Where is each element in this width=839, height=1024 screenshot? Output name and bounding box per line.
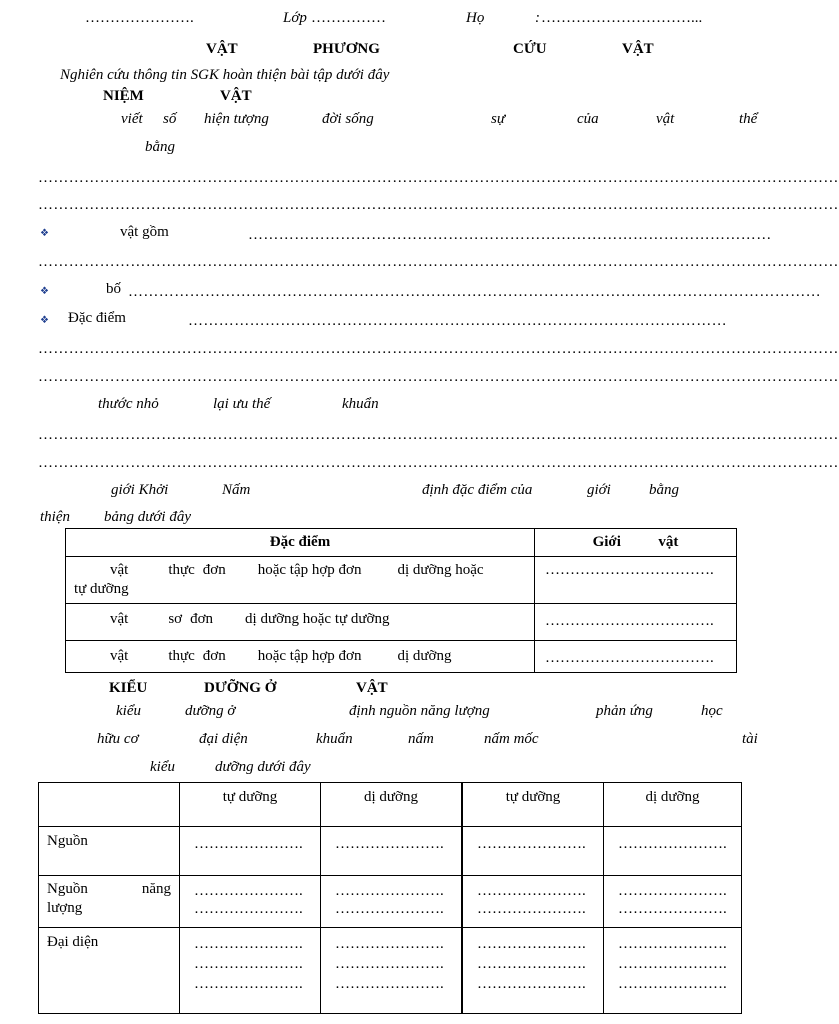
label-part: Nguồn <box>47 881 88 897</box>
table2-cell <box>180 876 321 928</box>
section3-heading-2: DƯỠNG Ở <box>204 680 277 696</box>
dots: …………………. <box>618 936 727 952</box>
table2-row-label-energy <box>39 876 180 928</box>
s3-q-line2-word: nấm mốc <box>484 731 539 747</box>
s3-q-line2-word: khuẩn <box>316 731 353 747</box>
table2-header: dị dưỡng <box>604 783 742 827</box>
table-row <box>66 604 737 641</box>
table2-cell <box>604 928 742 1014</box>
s3-q-line3-word: dưỡng dưới đây <box>215 759 311 775</box>
header-ho-colon: : <box>535 10 540 26</box>
label-part: lượng <box>47 900 83 916</box>
table2-header: dị dưỡng <box>321 783 463 827</box>
dots: …………………. <box>335 936 444 952</box>
title-word-3: CỨU <box>513 41 547 57</box>
s2-q-line2-word: bảng dưới đây <box>104 509 192 525</box>
table1-header-features: Đặc điểm <box>66 529 535 557</box>
s1-q2-word: thước nhỏ <box>98 396 159 412</box>
row-text: dị dưỡng hoặc tự dưỡng <box>245 611 390 627</box>
answer-dot-line: ………………………………………………………………………………………………………………………………………… <box>38 427 839 443</box>
table2-cell <box>604 876 742 928</box>
section3-heading-1: KIỂU <box>109 680 148 696</box>
diamond-bullet-icon: ❖ <box>40 286 49 297</box>
bullet3-label: Đặc điểm <box>68 310 126 326</box>
table-row <box>39 876 742 928</box>
header-lop-dots: …………… <box>311 10 386 26</box>
s3-q-word: định nguồn năng lượng <box>349 703 490 719</box>
header-ho-label: Họ <box>466 10 485 26</box>
s1-q-word: thể <box>739 111 758 127</box>
instruction-text: Nghiên cứu thông tin SGK hoàn thiện bài tập dưới đây <box>60 67 390 83</box>
table-row <box>39 928 742 1014</box>
dots: …………………. <box>477 976 586 992</box>
label-part: năng <box>141 881 171 897</box>
table2-cell <box>180 928 321 1014</box>
table2-header: tự dưỡng <box>462 783 604 827</box>
s3-q-word: dưỡng ở <box>185 703 236 719</box>
table-row <box>66 641 737 673</box>
s2-q-word: Nấm <box>222 482 251 498</box>
header-dots-left: …………………. <box>85 10 194 26</box>
title-word-1: VẬT <box>206 41 238 57</box>
table2-row-label-source: Nguồn <box>39 827 180 876</box>
dots: …………………. <box>618 883 727 899</box>
s1-q-word: vật <box>656 111 675 127</box>
s1-q-word: sự <box>491 111 506 127</box>
bullet1-label: vật gồm <box>120 224 169 240</box>
dots: …………………. <box>194 883 303 899</box>
dots: …………………. <box>477 956 586 972</box>
s1-q-word: đời sống <box>322 111 374 127</box>
dots: …………………. <box>335 883 444 899</box>
diamond-bullet-icon: ❖ <box>40 228 49 239</box>
answer-dot-line: ………………………………………………………………………………………………………………………………………… <box>38 341 839 357</box>
row-text: vật <box>110 562 129 578</box>
s2-q-word: giới <box>587 482 611 498</box>
table2-cell <box>321 876 463 928</box>
s1-q2-word: khuẩn <box>342 396 379 412</box>
s2-q-word: giới Khởi <box>111 482 169 498</box>
table2-corner-cell <box>39 783 180 827</box>
s3-q-line2-word: đại diện <box>199 731 248 747</box>
table1-header-kingdom-a: Giới <box>592 534 621 550</box>
s2-q-word: định đặc điểm của <box>422 482 533 498</box>
table2-cell <box>462 876 604 928</box>
title-word-2: PHƯƠNG <box>313 41 380 57</box>
dots: …………………. <box>477 936 586 952</box>
row-text: sơ <box>168 611 183 627</box>
answer-dot-line: ………………………………………………………………………………………………………………………………………… <box>38 197 839 213</box>
row-text: hoặc tập hợp đơn <box>257 648 362 664</box>
table1-row1-desc <box>66 557 535 604</box>
row-text: vật <box>110 611 129 627</box>
dots: …………………. <box>335 976 444 992</box>
s3-q-word: phản ứng <box>596 703 653 719</box>
section3-heading-3: VẬT <box>356 680 388 696</box>
dots: …………………. <box>194 901 303 917</box>
dots: …………………. <box>335 956 444 972</box>
s3-q-line2-word: hữu cơ <box>97 731 139 747</box>
dots: …………………. <box>477 883 586 899</box>
s3-q-line2-word: nấm <box>408 731 434 747</box>
row-text: thực <box>168 562 195 578</box>
table1-header-kingdom <box>535 529 737 557</box>
row-text: thực <box>168 648 195 664</box>
dots: …………………. <box>618 901 727 917</box>
s1-q-line2: bằng <box>145 139 175 155</box>
s2-q-line2-word: thiện <box>40 509 70 525</box>
dots: …………………. <box>335 901 444 917</box>
dots: …………………. <box>194 956 303 972</box>
table-row <box>66 557 737 604</box>
diamond-bullet-icon: ❖ <box>40 315 49 326</box>
s1-q2-word: lại ưu thế <box>213 396 271 412</box>
table2-cell-dots: …………………. <box>321 827 463 876</box>
kingdom-table <box>65 528 737 673</box>
table1-row3-answer: ……………………………. <box>535 641 737 673</box>
table1-row3-desc <box>66 641 535 673</box>
answer-dot-line: ………………………………………………………………………………………………………………………………………… <box>38 254 839 270</box>
s1-q-word: số <box>163 111 177 127</box>
bullet2-label: bố <box>106 281 121 297</box>
s3-q-word: học <box>701 703 723 719</box>
row-text-line2: tự dưỡng <box>74 581 129 597</box>
table2-cell-dots: …………………. <box>462 827 604 876</box>
table2-cell <box>462 928 604 1014</box>
answer-dot-line: ………………………………………………………………………………………………………………………………………… <box>38 170 839 186</box>
s3-q-line2-word: tài <box>742 731 758 747</box>
table-row <box>39 827 742 876</box>
dots: …………………. <box>477 901 586 917</box>
table2-cell <box>321 928 463 1014</box>
row-text: dị dưỡng hoặc <box>397 562 484 578</box>
table1-row2-desc <box>66 604 535 641</box>
bullet1-dots: ………………………………………………………………………………………… <box>248 227 772 243</box>
s1-q-word: của <box>577 111 599 127</box>
table2-row-label-examples: Đại diện <box>39 928 180 1014</box>
header-ho-dots: …………………………... <box>541 10 703 26</box>
bullet3-dots: …………………………………………………………………………………………… <box>188 313 727 329</box>
table1-row2-answer: ……………………………. <box>535 604 737 641</box>
row-text: hoặc tập hợp đơn <box>257 562 362 578</box>
s2-q-word: bằng <box>649 482 679 498</box>
table2-cell-dots: …………………. <box>604 827 742 876</box>
header-lop-label: Lớp <box>283 10 307 26</box>
row-text: vật <box>110 648 129 664</box>
nutrition-table <box>38 782 742 1014</box>
title-word-4: VẬT <box>622 41 654 57</box>
dots: …………………. <box>194 936 303 952</box>
s3-q-line3-word: kiểu <box>150 759 175 775</box>
dots: …………………. <box>618 976 727 992</box>
table2-header: tự dưỡng <box>180 783 321 827</box>
bullet2-dots: ……………………………………………………………………………………………………………………… <box>128 284 821 300</box>
section1-heading-2: VẬT <box>220 88 252 104</box>
answer-dot-line: ………………………………………………………………………………………………………………………………………… <box>38 369 839 385</box>
table1-header-kingdom-b: vật <box>658 534 679 550</box>
row-text: đơn <box>190 611 214 627</box>
section1-heading-1: NIỆM <box>103 88 144 104</box>
dots: …………………. <box>618 956 727 972</box>
s3-q-word: kiểu <box>116 703 141 719</box>
row-text: đơn <box>202 562 226 578</box>
row-text: đơn <box>202 648 226 664</box>
row-text: dị dưỡng <box>397 648 452 664</box>
table1-row1-answer: ……………………………. <box>535 557 737 604</box>
table2-cell-dots: …………………. <box>180 827 321 876</box>
s1-q-word: viết <box>121 111 143 127</box>
dots: …………………. <box>194 976 303 992</box>
answer-dot-line: ………………………………………………………………………………………………………………………………………… <box>38 455 839 471</box>
s1-q-word: hiện tượng <box>204 111 269 127</box>
